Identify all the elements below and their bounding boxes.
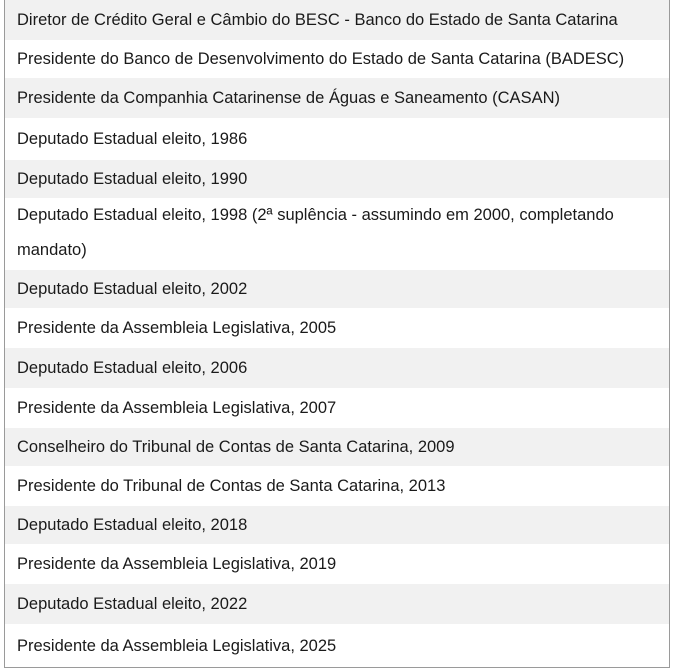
row-text: Deputado Estadual eleito, 2022 [17,594,248,613]
table-row [5,308,669,348]
table-row [5,40,669,78]
table-row [5,348,669,388]
table-row [5,544,669,584]
row-text: Presidente da Companhia Catarinense de Águas e Saneamento (CASAN) [17,88,560,107]
row-text: Deputado Estadual eleito, 2006 [17,358,248,377]
career-table [4,0,670,668]
table-row [5,198,669,270]
row-text: Deputado Estadual eleito, 2018 [17,515,248,534]
table-row [5,584,669,624]
table-row [5,466,669,506]
row-text: Presidente da Assembleia Legislativa, 2025 [17,636,337,655]
row-text: Diretor de Crédito Geral e Câmbio do BESC - Banco do Estado de Santa Catarina [17,10,618,29]
row-text: Presidente da Assembleia Legislativa, 2007 [17,398,337,417]
table-row [5,270,669,308]
table-row [5,388,669,428]
table-row [5,624,669,668]
row-text: Presidente da Assembleia Legislativa, 2019 [17,554,337,573]
row-text: Presidente do Banco de Desenvolvimento do Estado de Santa Catarina (BADESC) [17,49,625,68]
row-text: Presidente do Tribunal de Contas de Santa Catarina, 2013 [17,476,446,495]
row-text: Conselheiro do Tribunal de Contas de Santa Catarina, 2009 [17,437,455,456]
table-row [5,428,669,466]
table-row [5,160,669,198]
row-text: Deputado Estadual eleito, 1986 [17,129,248,148]
table-row [5,118,669,160]
table-row [5,506,669,544]
row-text: Deputado Estadual eleito, 1990 [17,169,248,188]
row-text: Deputado Estadual eleito, 1998 (2ª suplência - assumindo em 2000, completando mandato) [17,206,614,259]
row-text: Presidente da Assembleia Legislativa, 2005 [17,318,337,337]
table-row [5,78,669,118]
row-text: Deputado Estadual eleito, 2002 [17,279,248,298]
table-row [5,0,669,40]
